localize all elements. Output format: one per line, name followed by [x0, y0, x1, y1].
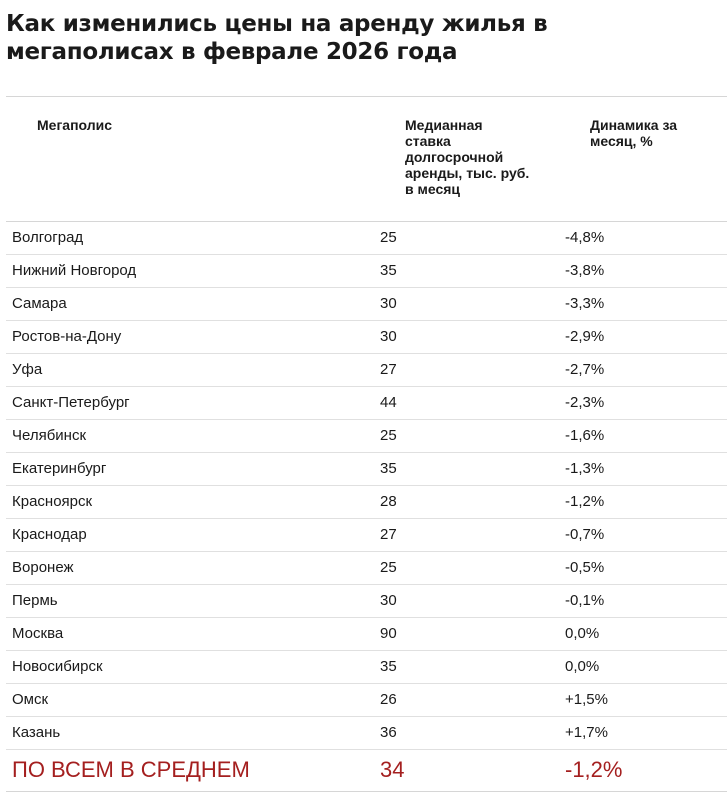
- cell-dynamics: -1,6%: [565, 427, 605, 444]
- cell-rate: 30: [380, 328, 397, 345]
- cell-city: Воронеж: [12, 559, 74, 576]
- cell-city: Казань: [12, 724, 61, 741]
- cell-city: Пермь: [12, 592, 58, 609]
- cell-dynamics: -0,5%: [565, 559, 605, 576]
- cell-city: Москва: [12, 625, 64, 642]
- cell-dynamics: 0,0%: [565, 658, 600, 675]
- cell-rate: 36: [380, 724, 397, 741]
- total-rate: 34: [380, 757, 405, 782]
- cell-rate: 35: [380, 262, 397, 279]
- cell-dynamics: -1,3%: [565, 460, 605, 477]
- cell-city: Волгоград: [12, 229, 84, 246]
- title-divider: [6, 96, 727, 97]
- cell-city: Омск: [12, 691, 49, 708]
- table-row: [6, 222, 727, 255]
- table-row: [6, 453, 727, 486]
- cell-city: Челябинск: [12, 427, 87, 444]
- cell-city: Новосибирск: [12, 658, 103, 675]
- cell-rate: 35: [380, 658, 397, 675]
- cell-city: Екатеринбург: [12, 460, 107, 477]
- cell-rate: 30: [380, 295, 397, 312]
- cell-city: Красноярск: [12, 493, 93, 510]
- cell-city: Уфа: [12, 361, 43, 378]
- table-row: [6, 519, 727, 552]
- cell-rate: 35: [380, 460, 397, 477]
- table-row: [6, 354, 727, 387]
- cell-dynamics: -3,3%: [565, 295, 605, 312]
- cell-rate: 25: [380, 229, 397, 246]
- cell-dynamics: -3,8%: [565, 262, 605, 279]
- table-row: [6, 651, 727, 684]
- cell-dynamics: -0,7%: [565, 526, 605, 543]
- table-row: [6, 420, 727, 453]
- table-row: [6, 552, 727, 585]
- cell-rate: 27: [380, 361, 397, 378]
- cell-rate: 90: [380, 625, 397, 642]
- cell-dynamics: +1,7%: [565, 724, 608, 741]
- column-header-city: Мегаполис: [37, 117, 113, 133]
- cell-rate: 25: [380, 559, 397, 576]
- cell-city: Нижний Новгород: [12, 262, 137, 279]
- cell-rate: 44: [380, 394, 397, 411]
- table-row: [6, 387, 727, 420]
- cell-rate: 26: [380, 691, 397, 708]
- cell-dynamics: -2,3%: [565, 394, 605, 411]
- cell-dynamics: -0,1%: [565, 592, 605, 609]
- cell-rate: 28: [380, 493, 397, 510]
- cell-city: Ростов-на-Дону: [12, 328, 122, 345]
- cell-city: Самара: [12, 295, 67, 312]
- cell-dynamics: 0,0%: [565, 625, 600, 642]
- table-row: [6, 321, 727, 354]
- table-row: [6, 486, 727, 519]
- cell-rate: 25: [380, 427, 397, 444]
- cell-dynamics: -4,8%: [565, 229, 605, 246]
- cell-dynamics: -2,9%: [565, 328, 605, 345]
- table-row: [6, 618, 727, 651]
- table-row: [6, 717, 727, 750]
- cell-rate: 27: [380, 526, 397, 543]
- table-row: [6, 585, 727, 618]
- total-row: [6, 751, 727, 792]
- total-label: ПО ВСЕМ В СРЕДНЕМ: [12, 757, 250, 782]
- cell-rate: 30: [380, 592, 397, 609]
- cell-dynamics: -2,7%: [565, 361, 605, 378]
- table-row: [6, 255, 727, 288]
- cell-dynamics: +1,5%: [565, 691, 608, 708]
- cell-city: Краснодар: [12, 526, 87, 543]
- cell-city: Санкт-Петербург: [12, 394, 130, 411]
- column-header-dynamics: Динамика за месяц, %: [590, 117, 678, 149]
- table-body: [6, 222, 727, 750]
- table-row: [6, 288, 727, 321]
- table-row: [6, 684, 727, 717]
- cell-dynamics: -1,2%: [565, 493, 605, 510]
- total-dynamics: -1,2%: [565, 757, 623, 782]
- page-title: Как изменились цены на аренду жилья в мегаполисах в феврале 2026 года: [6, 11, 548, 65]
- column-header-rate: Медианная ставка долгосрочной аренды, тыс. руб. в месяц: [405, 117, 530, 197]
